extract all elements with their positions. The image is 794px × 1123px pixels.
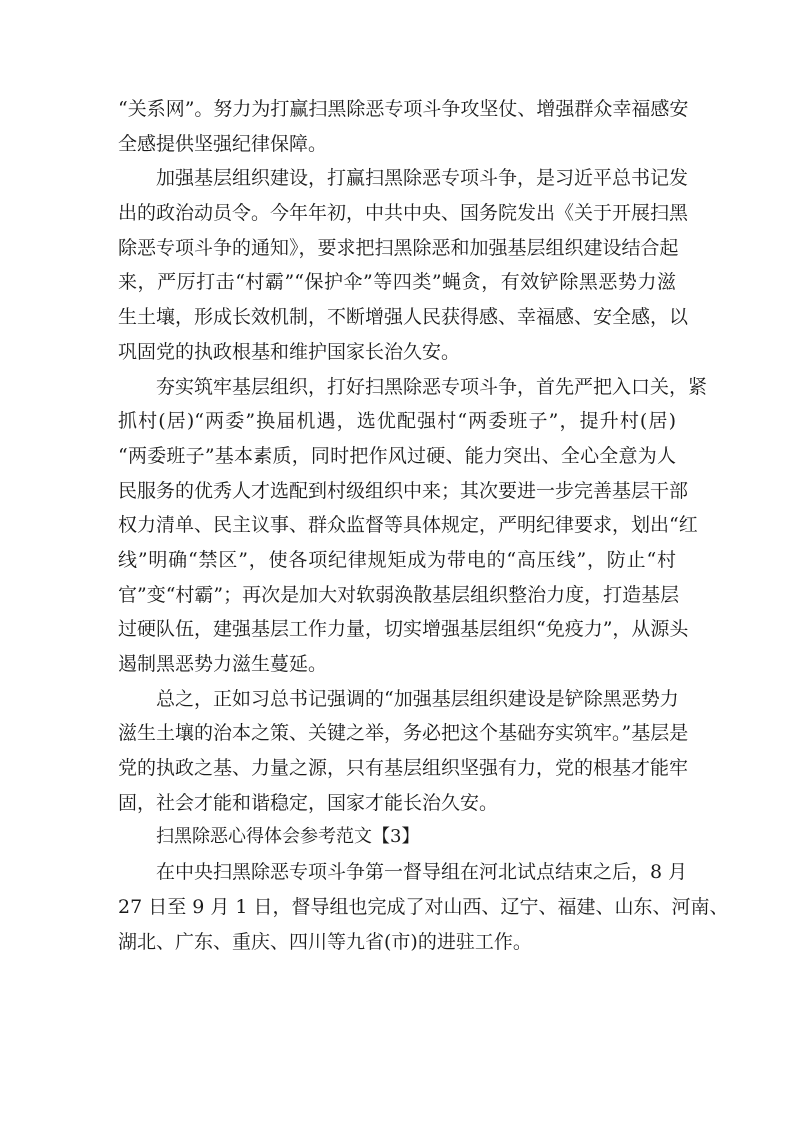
text-line: 全感提供坚强纪律保障。 [118, 132, 328, 155]
text-line: 遏制黑恶势力滋生蔓延。 [118, 653, 328, 675]
text-line: 固，社会才能和谐稳定，国家才能长治久安。 [118, 791, 499, 814]
paragraph-2 [118, 161, 689, 369]
text-line: 滋生土壤的治本之策、关键之举，务必把这个基础夯实筑牢。”基层是 [118, 722, 689, 745]
text-line: 27 日至 9 月 1 日，督导组也完成了对山西、辽宁、福建、山东、河南、 [118, 895, 729, 918]
section-heading [118, 820, 676, 855]
paragraph-4 [118, 682, 689, 821]
text-line: 权力清单、民主议事、群众监督等具体规定，严明纪律要求，划出“红 [118, 514, 698, 537]
text-line: 官”变“村霸”；再次是加大对软弱涣散基层组织整治力度，打造基层 [118, 583, 680, 606]
text-line: 在中央扫黑除恶专项斗争第一督导组在河北试点结束之后，8 月 [156, 861, 688, 884]
text-line: 抓村(居)“两委”换届机遇，选优配强村“两委班子”，提升村(居) [118, 410, 676, 433]
text-line: 加强基层组织建设，打赢扫黑除恶专项斗争，是习近平总书记发 [156, 167, 689, 190]
paragraph-3 [118, 370, 708, 682]
text-line: 出的政治动员令。今年年初，中共中央、国务院发出《关于开展扫黑 [118, 202, 689, 225]
section-heading-text: 扫黑除恶心得体会参考范文【3】 [156, 826, 420, 848]
text-line: 生土壤，形成长效机制，不断增强人民获得感、幸福感、安全感，以 [118, 306, 689, 329]
text-line: “两委班子”基本素质，同时把作风过硬、能力突出、全心全意为人 [118, 444, 676, 467]
text-line: 巩固党的执政根基和维护国家长治久安。 [118, 340, 461, 363]
text-line: 党的执政之基、力量之源，只有基层组织坚强有力，党的根基才能牢 [118, 757, 689, 780]
text-line: 除恶专项斗争的通知》，要求把扫黑除恶和加强基层组织建设结合起 [118, 236, 679, 259]
text-line: 夯实筑牢基层组织，打好扫黑除恶专项斗争，首先严把入口关，紧 [156, 375, 708, 398]
document-page [118, 92, 729, 959]
text-line: 过硬队伍，建强基层工作力量，切实增强基层组织“免疫力”，从源头 [118, 618, 689, 641]
text-line: 来，严厉打击“村霸”“保护伞”等四类”蝇贪，有效铲除黑恶势力滋 [118, 271, 676, 294]
text-line: 总之，正如习总书记强调的“加强基层组织建设是铲除黑恶势力 [156, 687, 679, 710]
paragraph-5 [118, 855, 729, 959]
text-line: 线”明确“禁区”，使各项纪律规矩成为带电的“高压线”，防止“村 [118, 548, 676, 571]
text-line: 民服务的优秀人才选配到村级组织中来；其次要进一步完善基层干部 [118, 479, 689, 502]
text-line: “关系网”。努力为打赢扫黑除恶专项斗争攻坚仗、增强群众幸福感安 [118, 98, 689, 120]
text-line: 湖北、广东、重庆、四川等九省(市)的进驻工作。 [118, 930, 532, 953]
paragraph-continuation [118, 92, 689, 161]
